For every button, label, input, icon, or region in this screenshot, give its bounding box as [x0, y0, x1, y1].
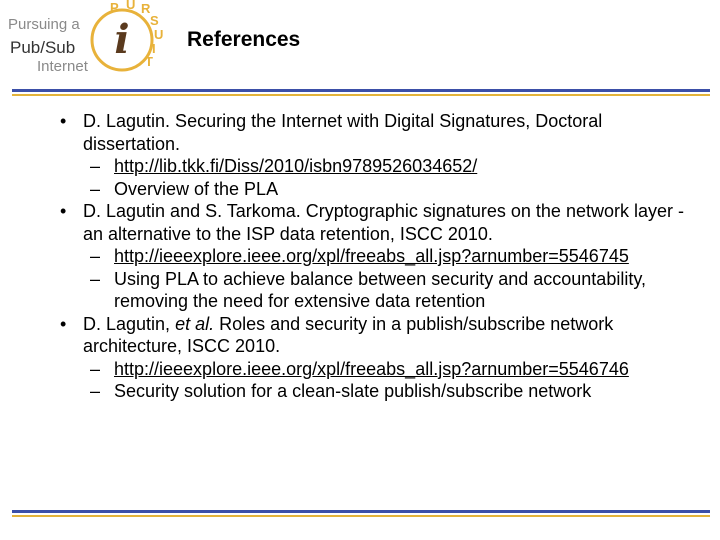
reference-link[interactable]: http://ieeexplore.ieee.org/xpl/freeabs_all.jsp?arnumber=5546746	[114, 358, 629, 379]
reference-list	[0, 110, 720, 403]
reference-link[interactable]: http://lib.tkk.fi/Diss/2010/isbn9789526034652/	[114, 156, 478, 176]
reference-subitem[interactable]	[0, 245, 720, 268]
reference-note: Security solution for a clean-slate publish/subscribe network	[114, 381, 592, 401]
reference-text: D. Lagutin and S. Tarkoma. Cryptographic signatures on the network layer - an alternative to the ISP data retention, ISCC 2010.	[83, 201, 684, 244]
logo-line2: Pub/Sub	[10, 38, 76, 57]
page-title: References	[187, 28, 301, 51]
reference-link[interactable]: http://ieeexplore.ieee.org/xpl/freeabs_all.jsp?arnumber=5546745	[114, 246, 629, 266]
logo-arc-letter: T	[145, 54, 153, 69]
reference-item	[0, 313, 720, 358]
reference-text-italic: et al.	[175, 313, 215, 334]
logo-arc-letter: U	[126, 0, 136, 12]
dash-icon: –	[90, 178, 101, 199]
reference-note: Using PLA to achieve balance between security and accountability, removing the need for extensive data retention	[114, 268, 646, 311]
reference-item	[0, 200, 720, 245]
pursuit-logo	[0, 0, 164, 80]
bullet-icon: •	[60, 111, 67, 131]
reference-text-rest: Roles and security in a publish/subscribe network architecture, ISCC 2010.	[83, 313, 614, 356]
dash-icon: –	[90, 268, 101, 289]
logo-arc-letter: I	[152, 41, 156, 56]
logo-arc-letter: P	[110, 0, 119, 15]
reference-subitem	[0, 268, 720, 313]
dash-icon: –	[90, 381, 101, 401]
bottom-divider	[12, 510, 710, 517]
bullet-icon: •	[60, 201, 67, 221]
dash-icon: –	[90, 246, 101, 266]
bullet-icon: •	[60, 313, 67, 334]
reference-subitem[interactable]	[0, 155, 720, 178]
dash-icon: –	[90, 358, 101, 379]
logo-line1: Pursuing a	[8, 16, 80, 33]
top-divider	[12, 89, 710, 96]
logo-arc-letter: R	[141, 1, 151, 16]
reference-subitem	[0, 380, 720, 403]
logo-arc-letter: S	[150, 13, 159, 28]
reference-note: Overview of the PLA	[114, 178, 279, 199]
reference-subitem	[0, 178, 720, 201]
logo-glyph: i	[114, 16, 130, 63]
reference-text: D. Lagutin. Securing the Internet with Digital Signatures, Doctoral dissertation.	[83, 111, 603, 154]
logo-arc-letter: U	[154, 27, 164, 42]
reference-subitem[interactable]	[0, 358, 720, 381]
reference-text: D. Lagutin,	[83, 313, 176, 334]
logo-line3: Internet	[37, 58, 88, 75]
reference-item	[0, 110, 720, 155]
dash-icon: –	[90, 156, 101, 176]
